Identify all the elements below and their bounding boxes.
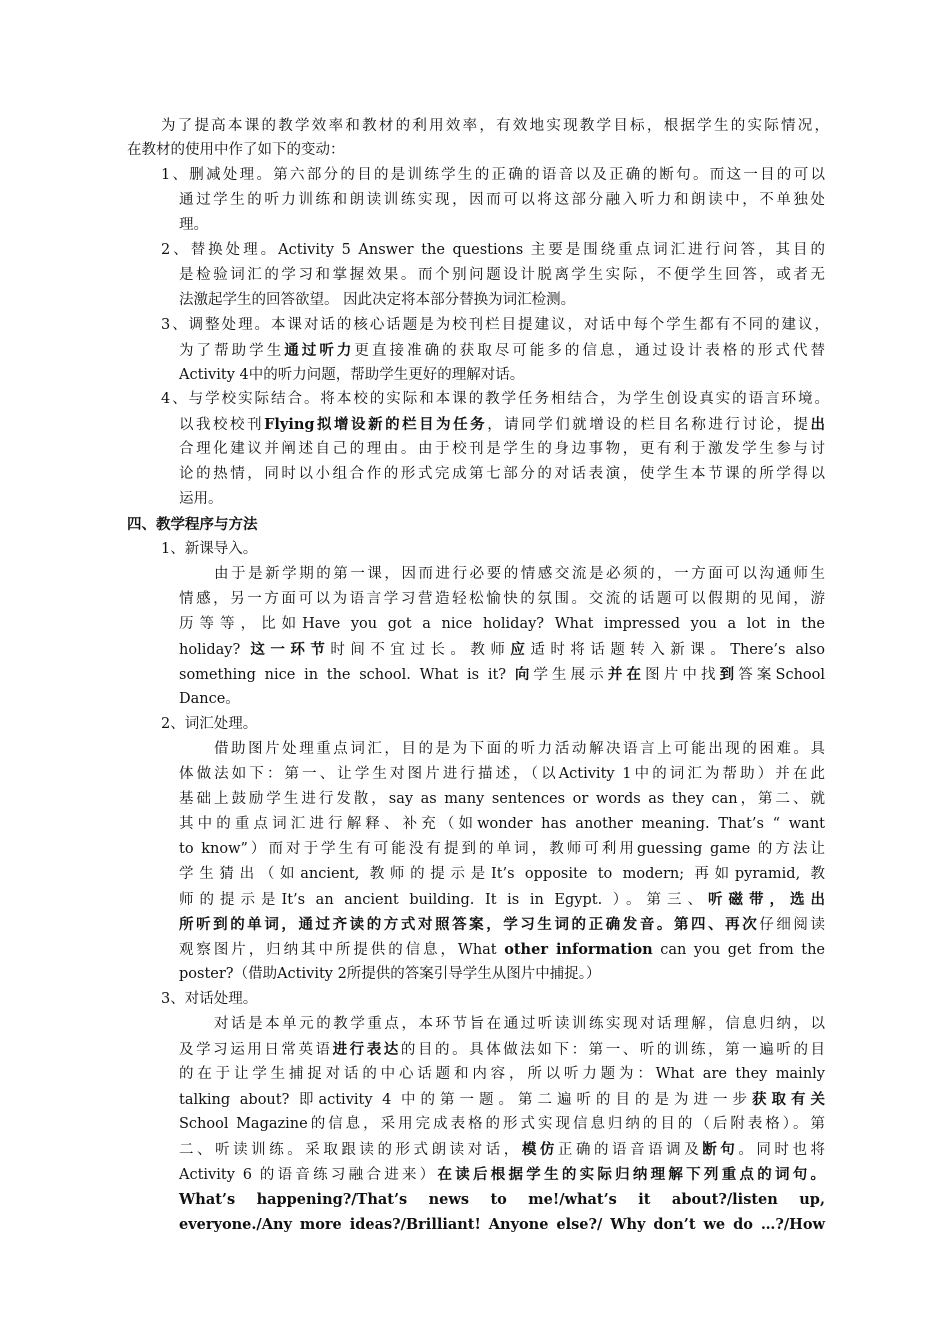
step-line: 体做法如下：第一、让学生对图片进行描述，（以Activity 1中的词汇为帮助）并在此	[179, 766, 825, 782]
intro-line: 在教材的使用中作了如下的变动：	[127, 142, 345, 158]
step-line: Activity 6 的语音练习融合进来）在读后根据学生的实际归纳理解下列重点的词句。	[179, 1166, 825, 1183]
change-item-line: 理。	[179, 217, 208, 233]
change-item-line: 运用。	[179, 491, 223, 507]
change-item-line: 1、删减处理。第六部分的目的是训练学生的正确的语音以及正确的断句。而这一目的可以	[161, 167, 825, 183]
change-item-line: 论的热情，同时以小组合作的形式完成第七部分的对话表演，使学生本节课的所学得以	[179, 466, 825, 482]
section-heading: 四、教学程序与方法	[127, 516, 258, 533]
step-line: poster?（借助Activity 2所提供的答案引导学生从图片中捕捉。）	[179, 966, 601, 982]
step-line: School Magazine的信息，采用完成表格的形式实现信息归纳的目的（后附表格）。第	[179, 1116, 825, 1132]
step-line: 由于是新学期的第一课，因而进行必要的情感交流是必须的，一方面可以沟通师生	[214, 566, 825, 582]
change-item-line: 4、与学校实际结合。将本校的实际和本课的教学任务相结合，为学生创设真实的语言环境。	[161, 391, 829, 407]
step-line: 借助图片处理重点词汇，目的是为下面的听力活动解决语言上可能出现的困难。具	[214, 741, 825, 757]
change-item-line: Activity 4中的听力问题，帮助学生更好的理解对话。	[179, 367, 525, 383]
change-item-line: 2、替换处理。Activity 5 Answer the questions 主要是围绕重点词汇进行问答，其目的	[161, 242, 825, 258]
change-item-line: 以我校校刊Flying拟增设新的栏目为任务，请同学们就增设的栏目名称进行讨论，提出	[179, 416, 826, 433]
step-line: 及学习运用日常英语进行表达的目的。具体做法如下：第一、听的训练，第一遍听的目	[179, 1041, 826, 1058]
step-title: 3、对话处理。	[161, 991, 258, 1007]
step-line: 学生猜出（如ancient, 教师的提示是It’s opposite to modern; 再如pyramid, 教	[179, 866, 825, 882]
step-line: to know”）而对于学生有可能没有提到的单词，教师可利用guessing game 的方法让	[179, 841, 825, 857]
step-line: 其中的重点词汇进行解释、补充（如wonder has another meaning. That’s “ want	[179, 816, 825, 832]
change-item-line: 合理化建议并阐述自己的理由。由于校刊是学生的身边事物，更有利于激发学生参与讨	[179, 441, 825, 457]
step-line: 师的提示是It’s an ancient building. It is in Egypt. ）。第三、听磁带，选出	[179, 891, 826, 908]
step-line: something nice in the school. What is it? 向学生展示并在图片中找到答案School	[179, 666, 826, 683]
step-line: talking about? 即activity 4 中的第一题。第二遍听的目的是为进一步获取有关	[179, 1091, 825, 1108]
step-line: 情感，另一方面可以为语言学习营造轻松愉快的氛围。交流的话题可以假期的见闻，游	[179, 591, 825, 607]
change-item-line: 法激起学生的回答欲望。 因此决定将本部分替换为词汇检测。	[179, 292, 576, 308]
step-line: 观察图片，归纳其中所提供的信息，What other information can you get from the	[179, 941, 825, 958]
step-title: 1、新课导入。	[161, 541, 258, 557]
step-line: 基础上鼓励学生进行发散，say as many sentences or words as they can，第二、就	[179, 791, 825, 807]
step-line: 所听到的单词，通过齐读的方式对照答案，学习生词的正确发音。第四、再次仔细阅读	[179, 916, 825, 933]
step-line: 对话是本单元的教学重点，本环节旨在通过听读训练实现对话理解，信息归纳，以	[214, 1016, 825, 1032]
change-item-line: 3、调整处理。本课对话的核心话题是为校刊栏目提建议，对话中每个学生都有不同的建议，	[161, 317, 829, 333]
step-line: 历等等，比如Have you got a nice holiday? What impressed you a lot in the	[179, 616, 825, 632]
intro-line: 为了提高本课的教学效率和教材的利用效率，有效地实现教学目标，根据学生的实际情况，	[161, 118, 829, 134]
step-line: holiday? 这一环节时间不宜过长。教师应适时将话题转入新课。There’s also	[179, 641, 826, 658]
step-line: 二、听读训练。采取跟读的形式朗读对话，模仿正确的语音语调及断句。同时也将	[179, 1141, 826, 1158]
step-line: 的在于让学生捕捉对话的中心话题和内容，所以听力题为：What are they mainly	[179, 1066, 825, 1082]
change-item-line: 是检验词汇的学习和掌握效果。而个别问题设计脱离学生实际，不便学生回答，或者无	[179, 267, 825, 283]
step-title: 2、词汇处理。	[161, 716, 258, 732]
step-line: everyone./Any more ideas?/Brilliant! Anyone else?/ Why don’t we do …?/How	[179, 1216, 825, 1233]
change-item-line: 为了帮助学生通过听力更直接准确的获取尽可能多的信息，通过设计表格的形式代替	[179, 342, 826, 359]
change-item-line: 通过学生的听力训练和朗读训练实现，因而可以将这部分融入听力和朗读中，不单独处	[179, 192, 825, 208]
step-line: Dance。	[179, 691, 240, 707]
step-line: What’s happening?/That’s news to me!/what’s it about?/listen up,	[179, 1191, 825, 1208]
